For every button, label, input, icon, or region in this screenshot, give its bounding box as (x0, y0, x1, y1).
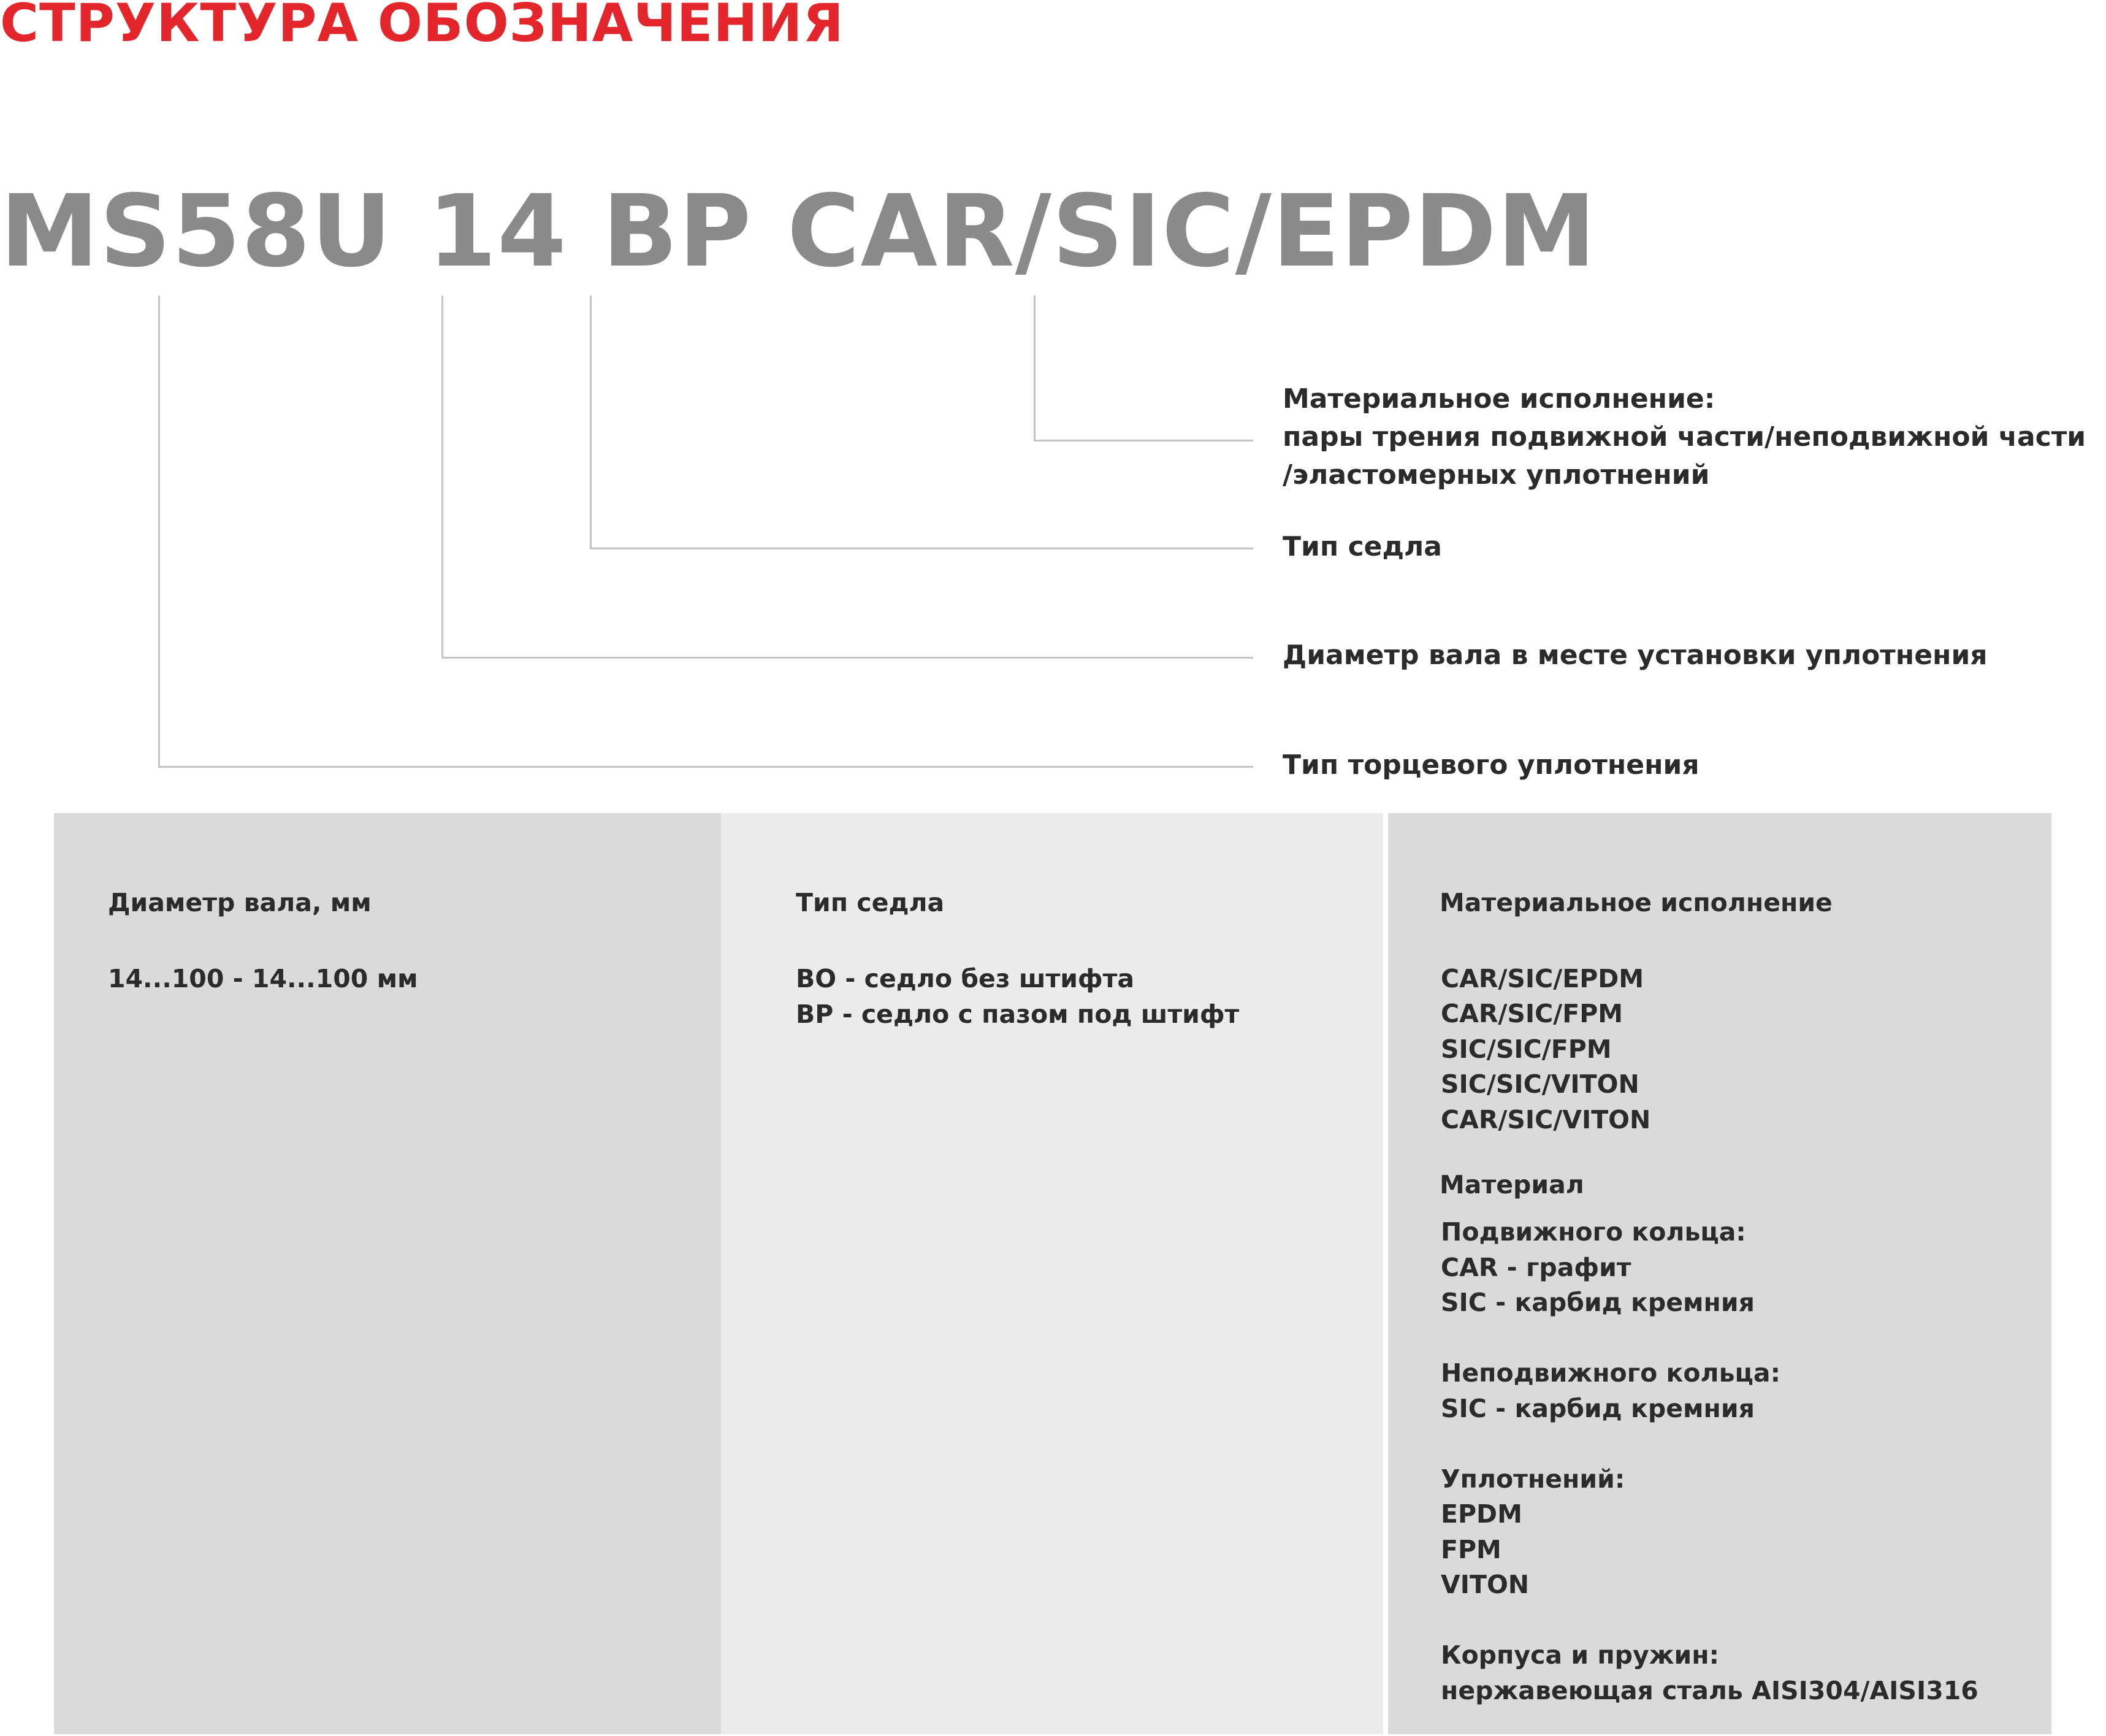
moving-ring-item: CAR - графит (1441, 1253, 1631, 1282)
connector-diameter-vertical (441, 296, 443, 659)
legend-material-line-2: пары трения подвижной части/неподвижной части (1283, 421, 2086, 453)
moving-ring-item: SIC - карбид кремния (1441, 1288, 1755, 1317)
materials-heading: Материальное исполнение (1440, 888, 1833, 917)
panel-diameter (54, 813, 721, 1734)
connector-seat-horizontal (590, 548, 1253, 549)
material-option: CAR/SIC/VITON (1441, 1105, 1651, 1134)
seat-item: BO - седло без штифта (796, 964, 1135, 993)
stationary-ring-item: SIC - карбид кремния (1441, 1394, 1755, 1423)
connector-diameter-horizontal (441, 657, 1253, 659)
seals-item: VITON (1441, 1570, 1530, 1599)
panel-divider (1383, 813, 1388, 1734)
legend-seal-type: Тип торцевого уплотнения (1283, 749, 1700, 781)
connector-material-horizontal (1034, 440, 1253, 442)
connector-seal-horizontal (158, 766, 1253, 768)
seat-item: BP - седло с пазом под штифт (796, 1000, 1240, 1029)
legend-material-line-1: Материальное исполнение: (1283, 383, 1715, 415)
material-option: CAR/SIC/FPM (1441, 999, 1623, 1028)
material-option: CAR/SIC/EPDM (1441, 964, 1644, 993)
material-option: SIC/SIC/VITON (1441, 1069, 1639, 1099)
seals-item: FPM (1441, 1535, 1501, 1564)
diameter-heading: Диаметр вала, мм (108, 888, 372, 917)
body-label: Корпуса и пружин: (1441, 1640, 1719, 1670)
designation-code: MS58U 14 BP CAR/SIC/EPDM (0, 174, 1597, 289)
seals-item: EPDM (1441, 1499, 1522, 1529)
diameter-value: 14...100 - 14...100 мм (108, 964, 418, 993)
seat-heading: Тип седла (796, 888, 945, 917)
legend-shaft-diameter: Диаметр вала в месте установки уплотнения (1283, 640, 1988, 671)
legend-seat-type: Тип седла (1283, 531, 1442, 562)
seals-label: Уплотнений: (1441, 1464, 1625, 1494)
connector-seat-vertical (590, 296, 592, 549)
panel-seat (721, 813, 1383, 1734)
material-subheading: Материал (1440, 1170, 1584, 1199)
connector-seal-vertical (158, 296, 160, 768)
legend-material-line-3: /эластомерных уплотнений (1283, 459, 1710, 491)
moving-ring-label: Подвижного кольца: (1441, 1217, 1746, 1247)
body-item: нержавеющая сталь AISI304/AISI316 (1441, 1676, 1978, 1705)
stationary-ring-label: Неподвижного кольца: (1441, 1358, 1780, 1388)
page-title: СТРУКТУРА ОБОЗНАЧЕНИЯ (0, 0, 844, 54)
material-option: SIC/SIC/FPM (1441, 1034, 1612, 1064)
connector-material-vertical (1034, 296, 1036, 442)
